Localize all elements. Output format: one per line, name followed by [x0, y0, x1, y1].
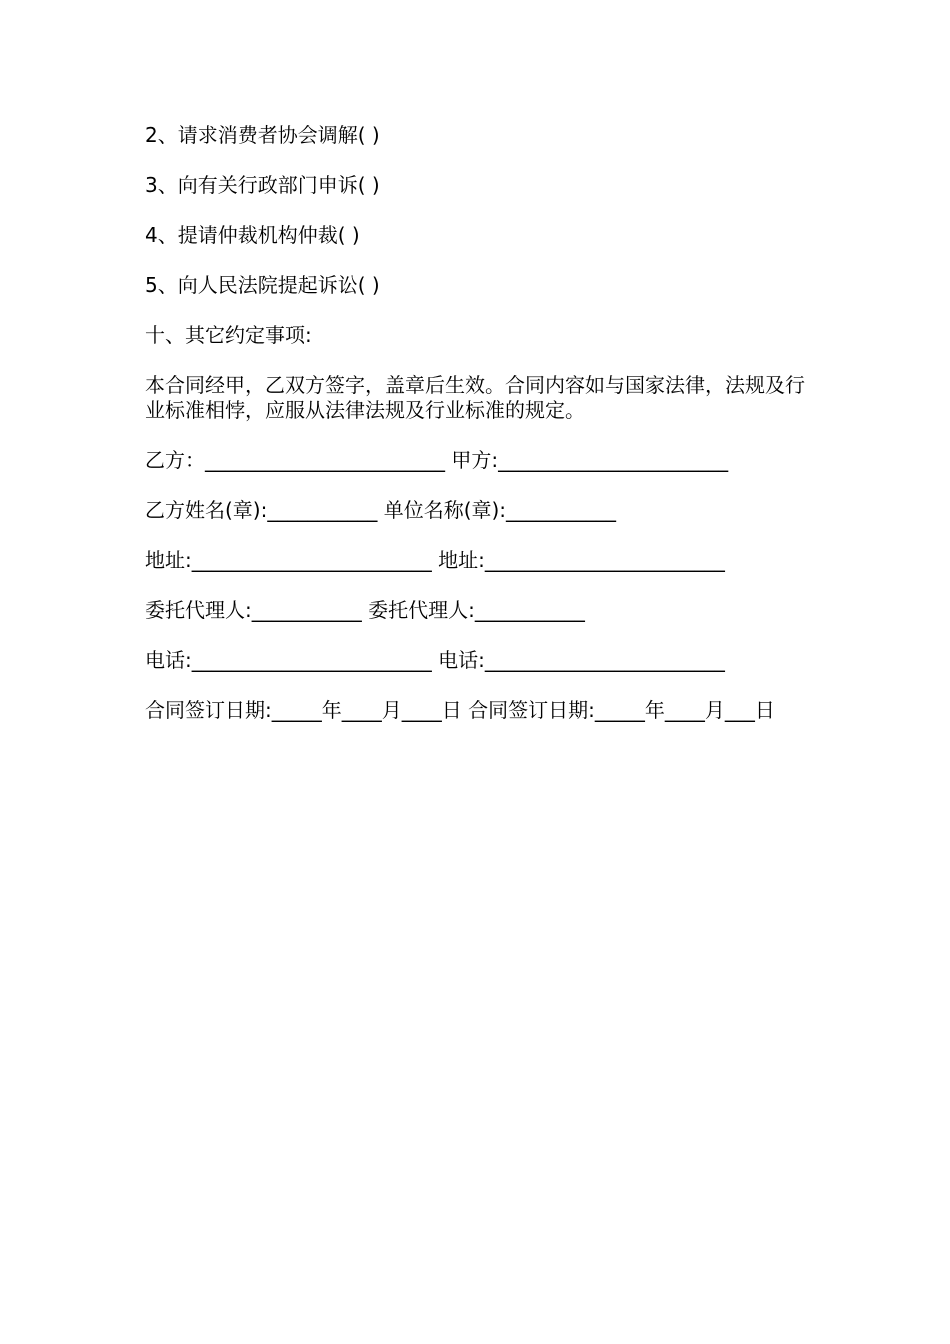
option-arbitration: 4、提请仲裁机构仲裁( ) [145, 223, 360, 247]
section-heading-other-terms: 十、其它约定事项: [145, 323, 312, 347]
party-signature-line: 乙方：________________________ 甲方:_______________________ [145, 448, 729, 472]
document-body [145, 123, 810, 748]
address-line: 地址:________________________ 地址:________________________ [145, 548, 725, 572]
signing-date-line: 合同签订日期:_____年____月____日 合同签订日期:_____年____月___日 [145, 698, 775, 722]
name-seal-line: 乙方姓名(章):___________ 单位名称(章):___________ [145, 498, 617, 522]
phone-line: 电话:________________________ 电话:________________________ [145, 648, 725, 672]
effectiveness-clause: 本合同经甲，乙双方签字，盖章后生效。合同内容如与国家法律，法规及行业标准相悖，应服从法律法规及行业标准的规定。 [145, 373, 805, 422]
option-lawsuit: 5、向人民法院提起诉讼( ) [145, 273, 380, 297]
option-administrative-complaint: 3、向有关行政部门申诉( ) [145, 173, 380, 197]
option-consumer-association: 2、请求消费者协会调解( ) [145, 123, 380, 147]
agent-line: 委托代理人:___________ 委托代理人:___________ [145, 598, 585, 622]
